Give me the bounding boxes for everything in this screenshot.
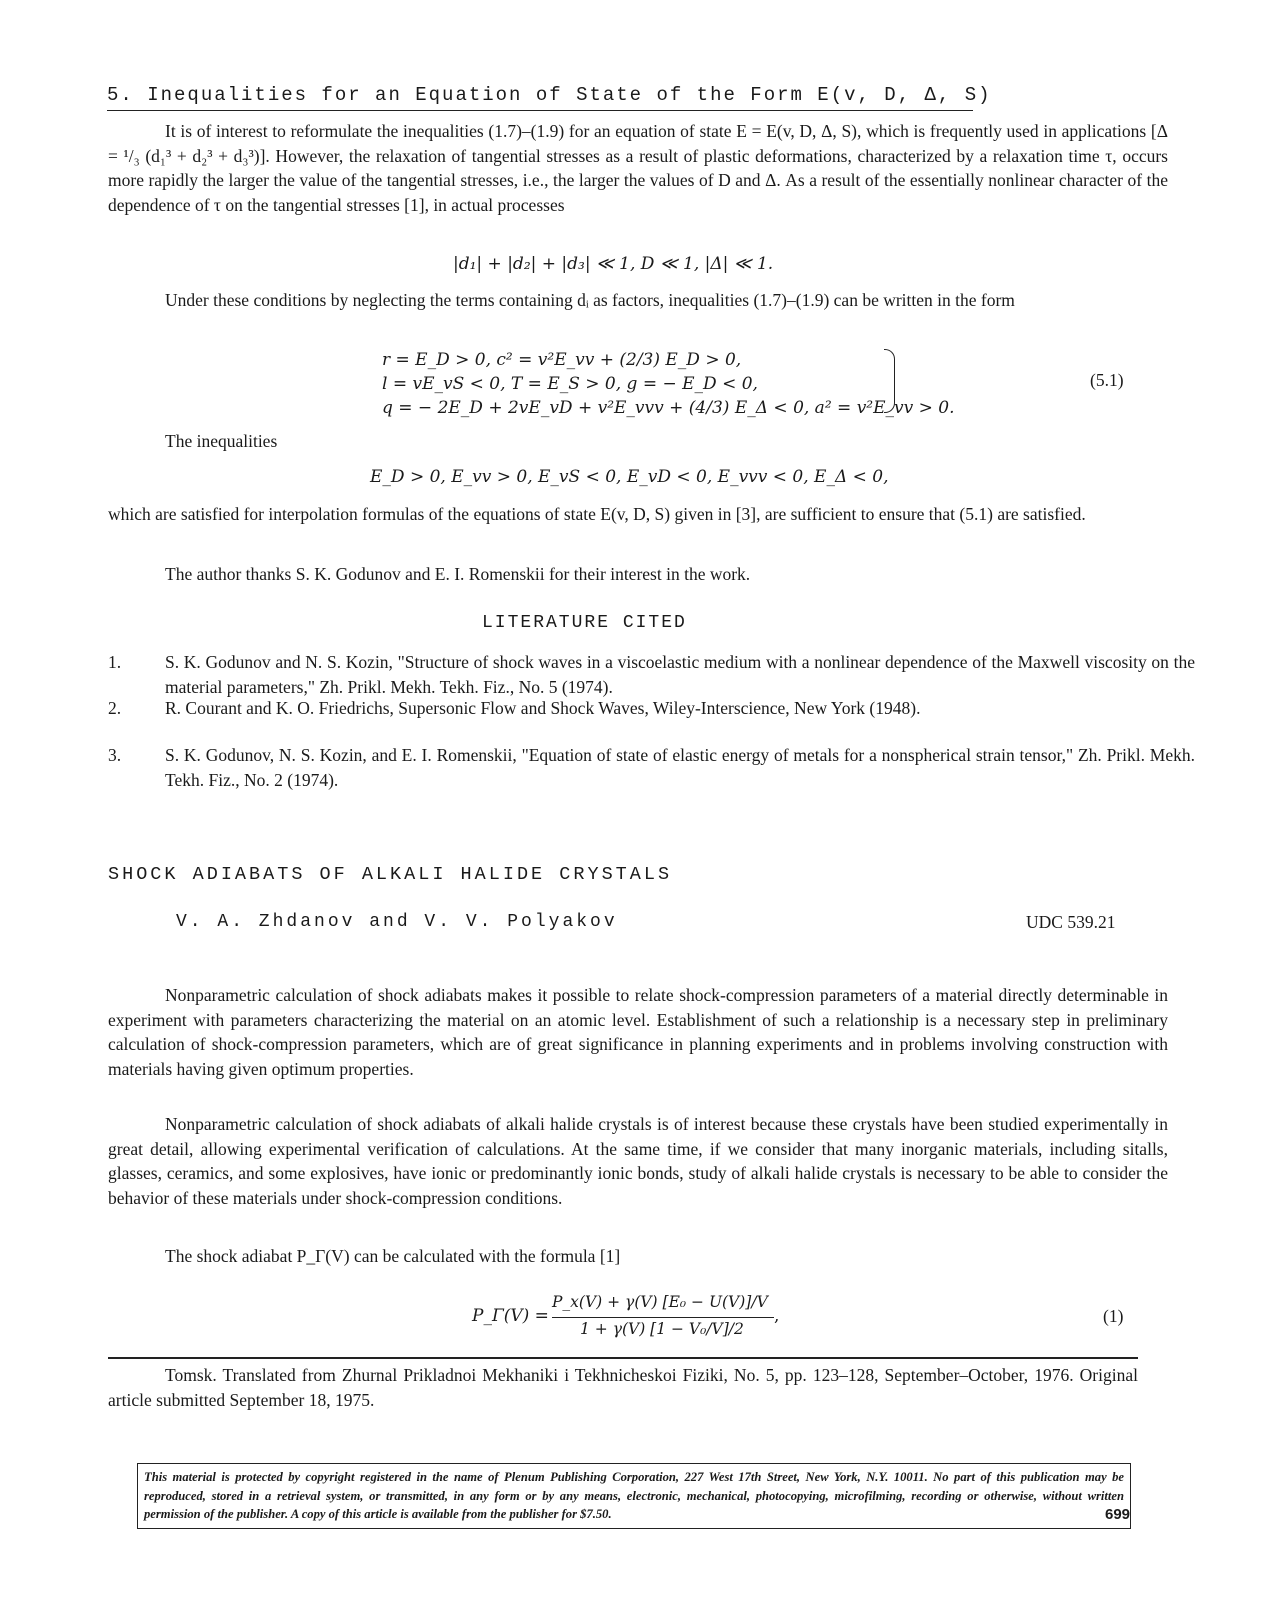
reference-text: S. K. Godunov, N. S. Kozin, and E. I. Romenskii, "Equation of state of elastic energy of metals for a nonspherical strain tensor," Zh. Prikl. Mekh. Tekh. Fiz., No. 2 (1974). [165, 745, 1195, 790]
article-title: SHOCK ADIABATS OF ALKALI HALIDE CRYSTALS [108, 864, 673, 885]
reference-text: S. K. Godunov and N. S. Kozin, "Structure of shock waves in a viscoelastic medium with a nonlinear dependence of the Maxwell viscosity on the material parameters," Zh. Prikl. Mekh. Tekh. Fiz., No. 5 (1974). [165, 652, 1195, 697]
section-title: 5. Inequalities for an Equation of State of the Form E(v, D, Δ, S) [107, 84, 973, 111]
udc-code: UDC 539.21 [1026, 912, 1116, 932]
paragraph: Under these conditions by neglecting the terms containing dᵢ as factors, inequalities (1.7)–(1.9) can be written in the form [165, 290, 1015, 310]
equation-line: l = vE_vS < 0, T = E_S > 0, g = − E_D < 0, [382, 374, 758, 394]
right-brace [884, 349, 895, 413]
reference-item [108, 650, 1198, 700]
equation-system [382, 348, 955, 420]
reference-item [108, 696, 1198, 746]
fraction-denominator: 1 + γ(V) [1 − V₀/V]/2 [580, 1320, 744, 1338]
paragraph: The shock adiabat P_Γ(V) can be calculated with the formula [1] [165, 1246, 621, 1266]
equation-line: r = E_D > 0, c² = v²E_vv + (2/3) E_D > 0, [382, 350, 742, 370]
acknowledgment: The author thanks S. K. Godunov and E. I. Romenskii for their interest in the work. [165, 564, 751, 584]
footnote-rule [108, 1357, 1138, 1359]
equation-number: (1) [1103, 1306, 1124, 1326]
paragraph: It is of interest to reformulate the inequalities (1.7)–(1.9) for an equation of state E = E(v, D, Δ, S), which is frequently used in applications [Δ = ¹/₃ (d₁³ + d₂³ + d₃³)]. However, the relaxation of tangential stresses as a result of plastic deformations, characterized by a relaxation time τ, occurs more rapidly the larger the value of the tangential stresses, i.e., the larger the values of D and Δ. As a result of the essentially nonlinear character of the dependence of τ on the tangential stresses [1], in actual processes [108, 121, 1168, 215]
fraction-numerator: P_x(V) + γ(V) [E₀ − U(V)]/V [552, 1293, 768, 1311]
references-heading: LITERATURE CITED [482, 613, 687, 633]
reference-number: 3. [108, 745, 122, 765]
paragraph: Nonparametric calculation of shock adiabats of alkali halide crystals is of interest because these crystals have been studied experimentally in great detail, allowing experimental verification of calculations. At the same time, if we consider that many inorganic materials, including sitalls, glasses, ceramics, and some explosives, have ionic or predominantly ionic bonds, study of alkali halide crystals is necessary to be able to consider the behavior of these materials under shock-compression conditions. [108, 1114, 1168, 1208]
equation: E_D > 0, E_vv > 0, E_vS < 0, E_vD < 0, E_vvv < 0, E_Δ < 0, [370, 467, 889, 487]
page-number: 699 [1105, 1506, 1131, 1523]
paragraph: Nonparametric calculation of shock adiabats makes it possible to relate shock-compression parameters of a material directly determinable in experiment with parameters characterizing the material on an atomic level. Establishment of such a relationship is a necessary step in preliminary calculation of shock-compression parameters, which are of great significance in planning experiments and in problems involving construction with materials having given optimum properties. [108, 985, 1168, 1079]
equation: |d₁| + |d₂| + |d₃| ≪ 1, D ≪ 1, |Δ| ≪ 1. [453, 254, 774, 274]
article-authors: V. A. Zhdanov and V. V. Polyakov [176, 912, 618, 932]
paragraph: which are satisfied for interpolation formulas of the equations of state E(v, D, S) given in [3], are sufficient to ensure that (5.1) are satisfied. [108, 504, 1086, 524]
footnote: Tomsk. Translated from Zhurnal Prikladnoi Mekhaniki i Tekhnicheskoi Fiziki, No. 5, pp. 123–128, September–October, 1976. Original article submitted September 18, 1975. [108, 1365, 1138, 1410]
reference-text: R. Courant and K. O. Friedrichs, Supersonic Flow and Shock Waves, Wiley-Interscience, New York (1948). [165, 698, 921, 718]
equation-lhs: P_Γ(V) = [472, 1306, 549, 1326]
paragraph: The inequalities [165, 431, 278, 451]
reference-number: 2. [108, 698, 122, 718]
reference-item [108, 743, 1198, 793]
reference-number: 1. [108, 652, 122, 672]
equation-number: (5.1) [1090, 370, 1124, 390]
fraction-bar [552, 1317, 774, 1318]
equation-line: q = − 2E_D + 2vE_vD + v²E_vvv + (4/3) E_Δ < 0, a² = v²E_vv > 0. [382, 398, 955, 418]
copyright-notice: This material is protected by copyright registered in the name of Plenum Publishing Corporation, 227 West 17th Street, New York, N.Y. 10011. No part of this publication may be reproduced, stored in a retrieval system, or transmitted, in any form or by any means, electronic, mechanical, photocopying, microfilming, recording or otherwise, without written permission of the publisher. A copy of this article is available from the publisher for $7.50. [137, 1463, 1131, 1529]
punctuation: , [774, 1306, 780, 1326]
